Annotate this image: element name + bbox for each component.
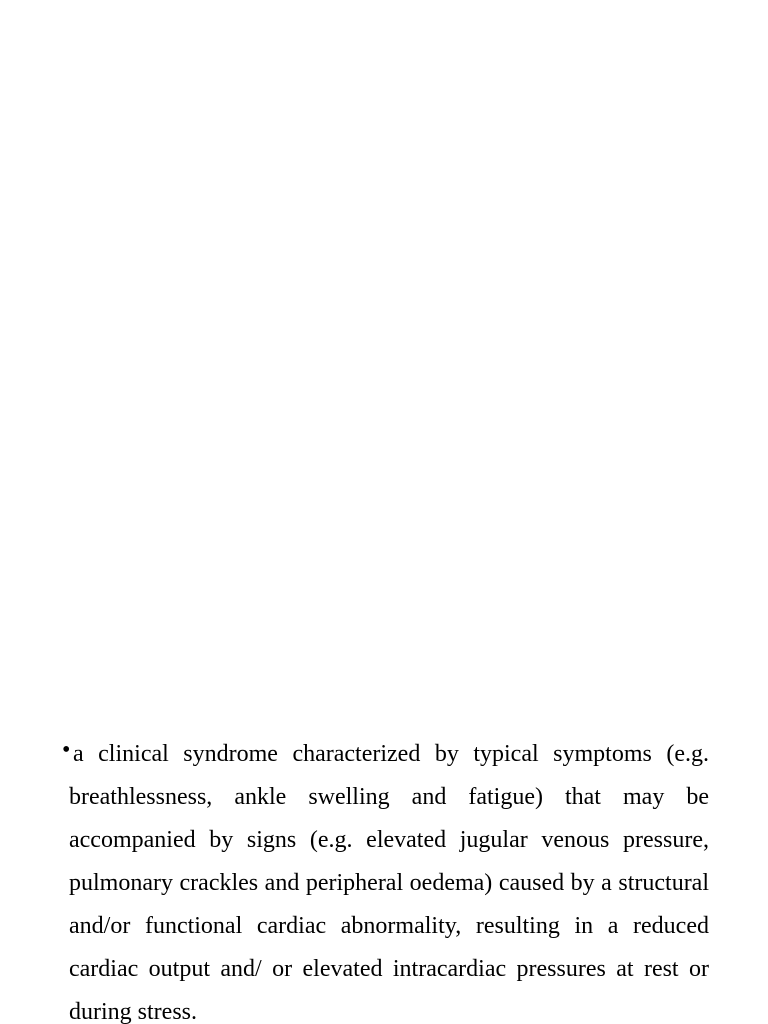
bullet-icon: •	[62, 737, 71, 763]
bullet-item	[62, 733, 709, 1024]
bullet-text: a clinical syndrome characterized by typical symptoms (e.g. breathlessness, ankle swelling and fatigue) that may be accompanied by signs (e.g. elevated jugular venous pressure, pulmonary crackles and peripheral oedema) caused by a structural and/or functional cardiac abnormality, resulting in a reduced cardiac output and/ or elevated intracardiac pressures at rest or during stress.	[69, 741, 709, 1024]
